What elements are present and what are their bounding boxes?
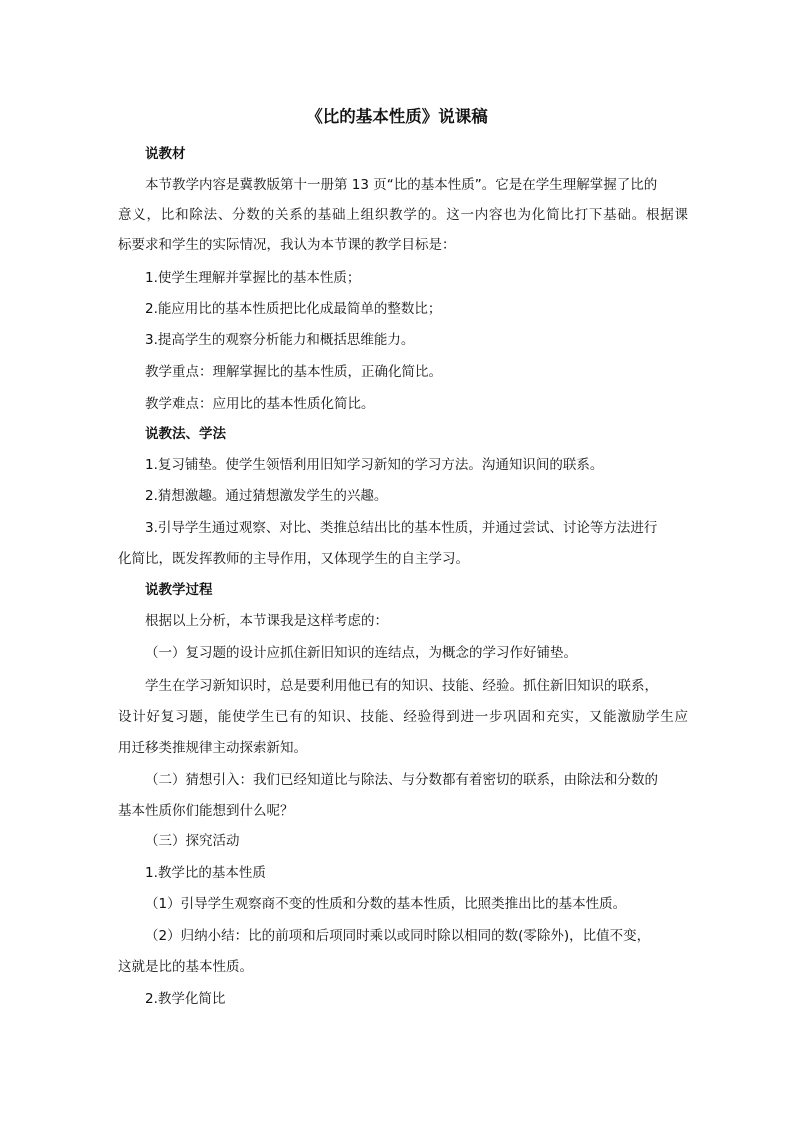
teaching-goal-1: 1.使学生理解并掌握比的基本性质； [145,270,361,286]
process-intro: 根据以上分析，本节课我是这样考虑的： [145,613,388,629]
section-heading-textbook: 说教材 [145,146,186,162]
subsection-1-item-2: （2）归纳小结：比的前项和后项同时乘以或同时除以相同的数(零除外)，比值不变， [145,928,651,944]
paragraph-line: 用迁移类推规律主动探索新知。 [118,740,307,756]
subsection-1-item-1: （1）引导学生观察商不变的性质和分数的基本性质，比照类推出比的基本性质。 [145,896,627,912]
subsection-1-item-2-continued: 这就是比的基本性质。 [118,959,253,975]
method-item-2: 2.猜想激趣。通过猜想激发学生的兴趣。 [145,488,388,504]
teaching-goal-2: 2.能应用比的基本性质把比化成最简单的整数比； [145,301,442,317]
method-item-3-continued: 化简比，既发挥教师的主导作用，又体现学生的自主学习。 [118,551,469,567]
paragraph-line: 学生在学习新知识时，总是要利用他已有的知识、技能、经验。抓住新旧知识的联系， [145,678,658,694]
paragraph-line: 设计好复习题，能使学生已有的知识、技能、经验得到进一步巩固和充实，又能激励学生应 [118,709,688,725]
difficult-point: 教学难点：应用比的基本性质化简比。 [145,396,375,412]
section-heading-methods: 说教法、学法 [145,426,226,442]
paragraph-line: 标要求和学生的实际情况，我认为本节课的教学目标是： [118,237,456,253]
part-2-line: 基本性质你们能想到什么呢？ [118,803,294,819]
paragraph-line: 意义，比和除法、分数的关系的基础上组织教学的。这一内容也为化简比打下基础。根据课 [118,207,688,223]
section-heading-process: 说教学过程 [145,582,213,598]
teaching-goal-3: 3.提高学生的观察分析能力和概括思维能力。 [145,332,415,348]
paragraph-line: 本节教学内容是冀教版第十一册第 13 页“比的基本性质”。它是在学生理解掌握了比的 [145,177,658,193]
part-1-title: （一）复习题的设计应抓住新旧知识的连结点，为概念的学习作好铺垫。 [145,645,577,661]
key-point: 教学重点：理解掌握比的基本性质，正确化简比。 [145,364,442,380]
method-item-3: 3.引导学生通过观察、对比、类推总结出比的基本性质，并通过尝试、讨论等方法进行 [145,520,658,536]
method-item-1: 1.复习铺垫。使学生领悟利用旧知学习新知的学习方法。沟通知识间的联系。 [145,457,604,473]
part-3-title: （三）探究活动 [145,833,240,849]
subsection-2-title: 2.教学化简比 [145,991,226,1007]
document-title: 《比的基本性质》说课稿 [306,107,488,126]
part-2-line: （二）猜想引入：我们已经知道比与除法、与分数都有着密切的联系，由除法和分数的 [145,772,658,788]
subsection-1-title: 1.教学比的基本性质 [145,865,266,881]
